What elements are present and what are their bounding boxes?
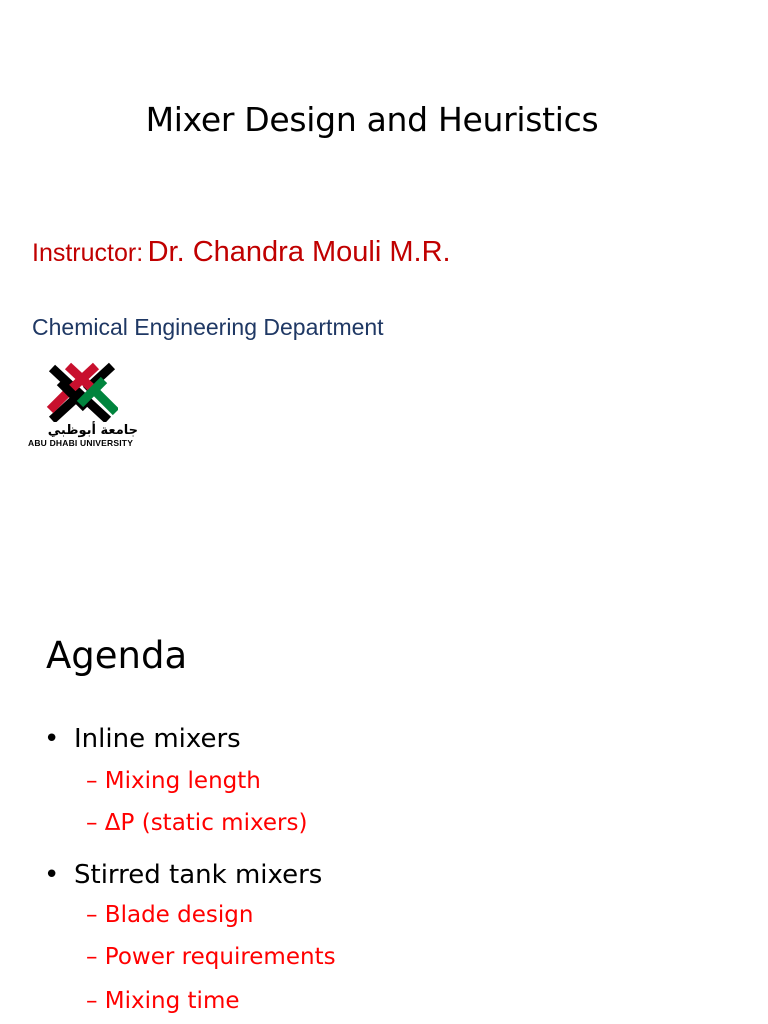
bullet-icon: • [44,860,60,890]
logo-arabic-text: جامعة أبوظبي [47,423,138,438]
agenda-title: Agenda [46,634,188,677]
bullet-icon: • [44,724,60,754]
slide-title: Mixer Design and Heuristics [145,100,599,139]
instructor-label: Instructor: [32,239,144,267]
department-name: Chemical Engineering Department [32,314,384,340]
logo-english-text: ABU DHABI UNIVERSITY [28,438,134,448]
agenda-subitem: – Power requirements [86,944,336,970]
university-emblem-icon [46,362,118,422]
agenda-item-label: Stirred tank mixers [74,860,323,890]
agenda-item-stirred-tank-mixers [44,860,322,890]
agenda-subitem: – ΔP (static mixers) [86,810,308,836]
agenda-subitem: – Blade design [86,902,254,928]
agenda-item-label: Inline mixers [74,724,241,754]
instructor-line [32,236,451,269]
agenda-subitem: – Mixing time [86,988,240,1014]
instructor-name: Dr. Chandra Mouli M.R. [147,236,451,268]
university-logo [28,362,140,448]
agenda-subitem: – Mixing length [86,768,261,794]
agenda-slide [0,560,768,1024]
agenda-item-inline-mixers [44,724,241,754]
